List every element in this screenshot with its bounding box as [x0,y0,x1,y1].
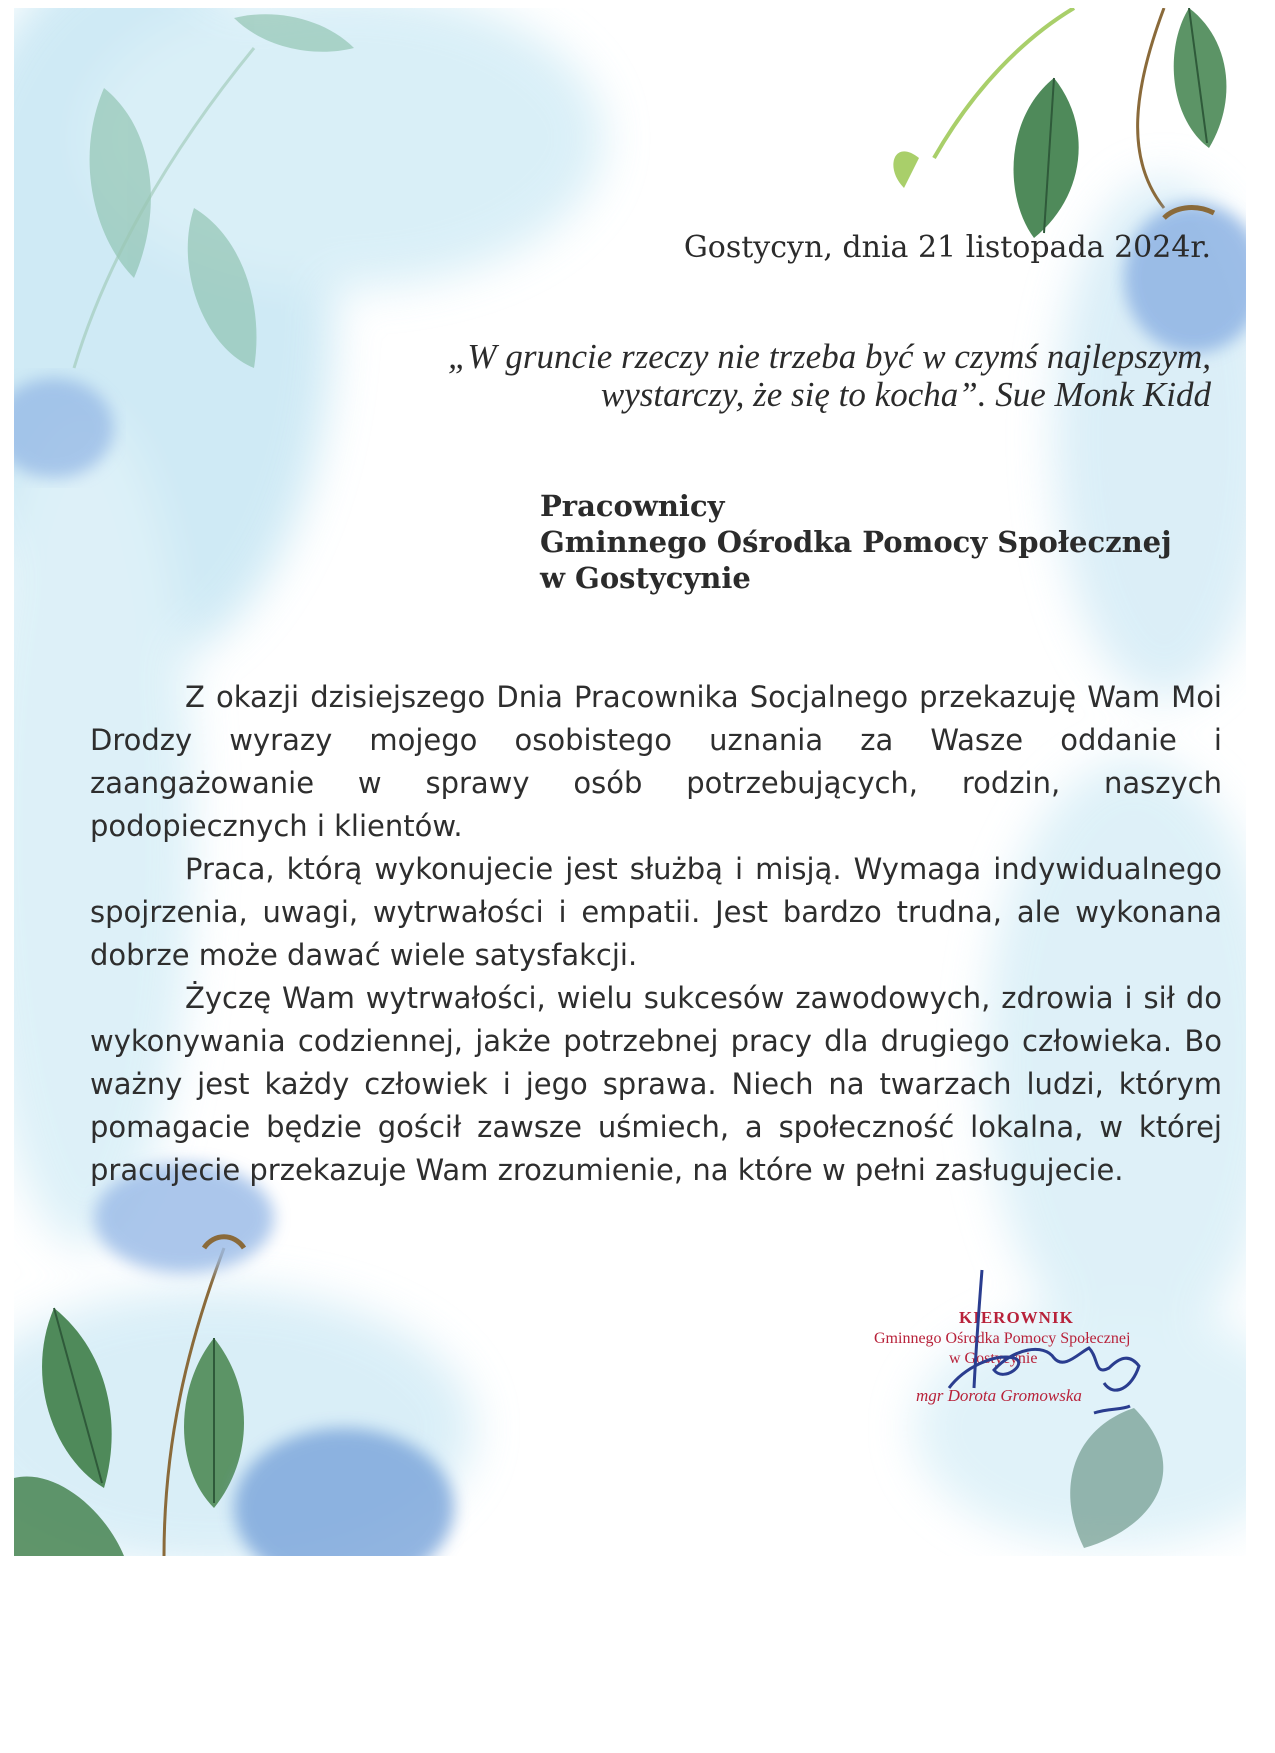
quote-line-1: „W gruncie rzeczy nie trzeba być w czymś najlepszym, [447,337,1211,376]
body-paragraph: Praca, którą wykonujecie jest służbą i misją. Wymaga indywidualnego spojrzenia, uwagi, wytrwałości i empatii. Jest bardzo trudna, ale wykonana dobrze może dawać wiele satysfakcji. [90,852,1222,972]
handwritten-signature [854,1258,1184,1428]
place-and-date: Gostycyn, dnia 21 listopada 2024r. [683,230,1211,265]
recipient-line-1: Pracownicy [540,489,725,523]
stamp-title: KIEROWNIK [959,1308,1074,1327]
stamp-name: mgr Dorota Gromowska [916,1386,1082,1405]
stamp-org-line-1: Gminnego Ośrodka Pomocy Społecznej [874,1330,1131,1347]
recipient-block [540,488,1172,596]
stamp-org-line-2: w Gostycynie [949,1350,1038,1367]
epigraph-quote [311,338,1211,414]
quote-line-2: wystarczy, że się to kocha”. Sue Monk Kidd [600,375,1211,414]
recipient-line-2: Gminnego Ośrodka Pomocy Społecznej [540,525,1172,559]
body-paragraph: Życzę Wam wytrwałości, wielu sukcesów zawodowych, zdrowia i sił do wykonywania codziennej, jakże potrzebnej pracy dla drugiego człowieka. Bo ważny jest każdy człowiek i jego sprawa. Niech na twarzach ludzi, którym pomagacie będzie gościł zawsze uśmiech, a społeczność lokalna, w której pracujecie przekazuje Wam zrozumienie, na które w pełni zasługujecie. [90,981,1222,1187]
signature-stamp [854,1258,1184,1428]
letter-body [90,676,1222,1192]
recipient-line-3: w Gostycynie [540,561,751,595]
letter-sheet [14,8,1246,1556]
body-paragraph: Z okazji dzisiejszego Dnia Pracownika Socjalnego przekazuję Wam Moi Drodzy wyrazy mojego osobistego uznania za Wasze oddanie i zaangażowanie w sprawy osób potrzebujących, rodzin, naszych podopiecznych i klientów. [90,680,1222,843]
